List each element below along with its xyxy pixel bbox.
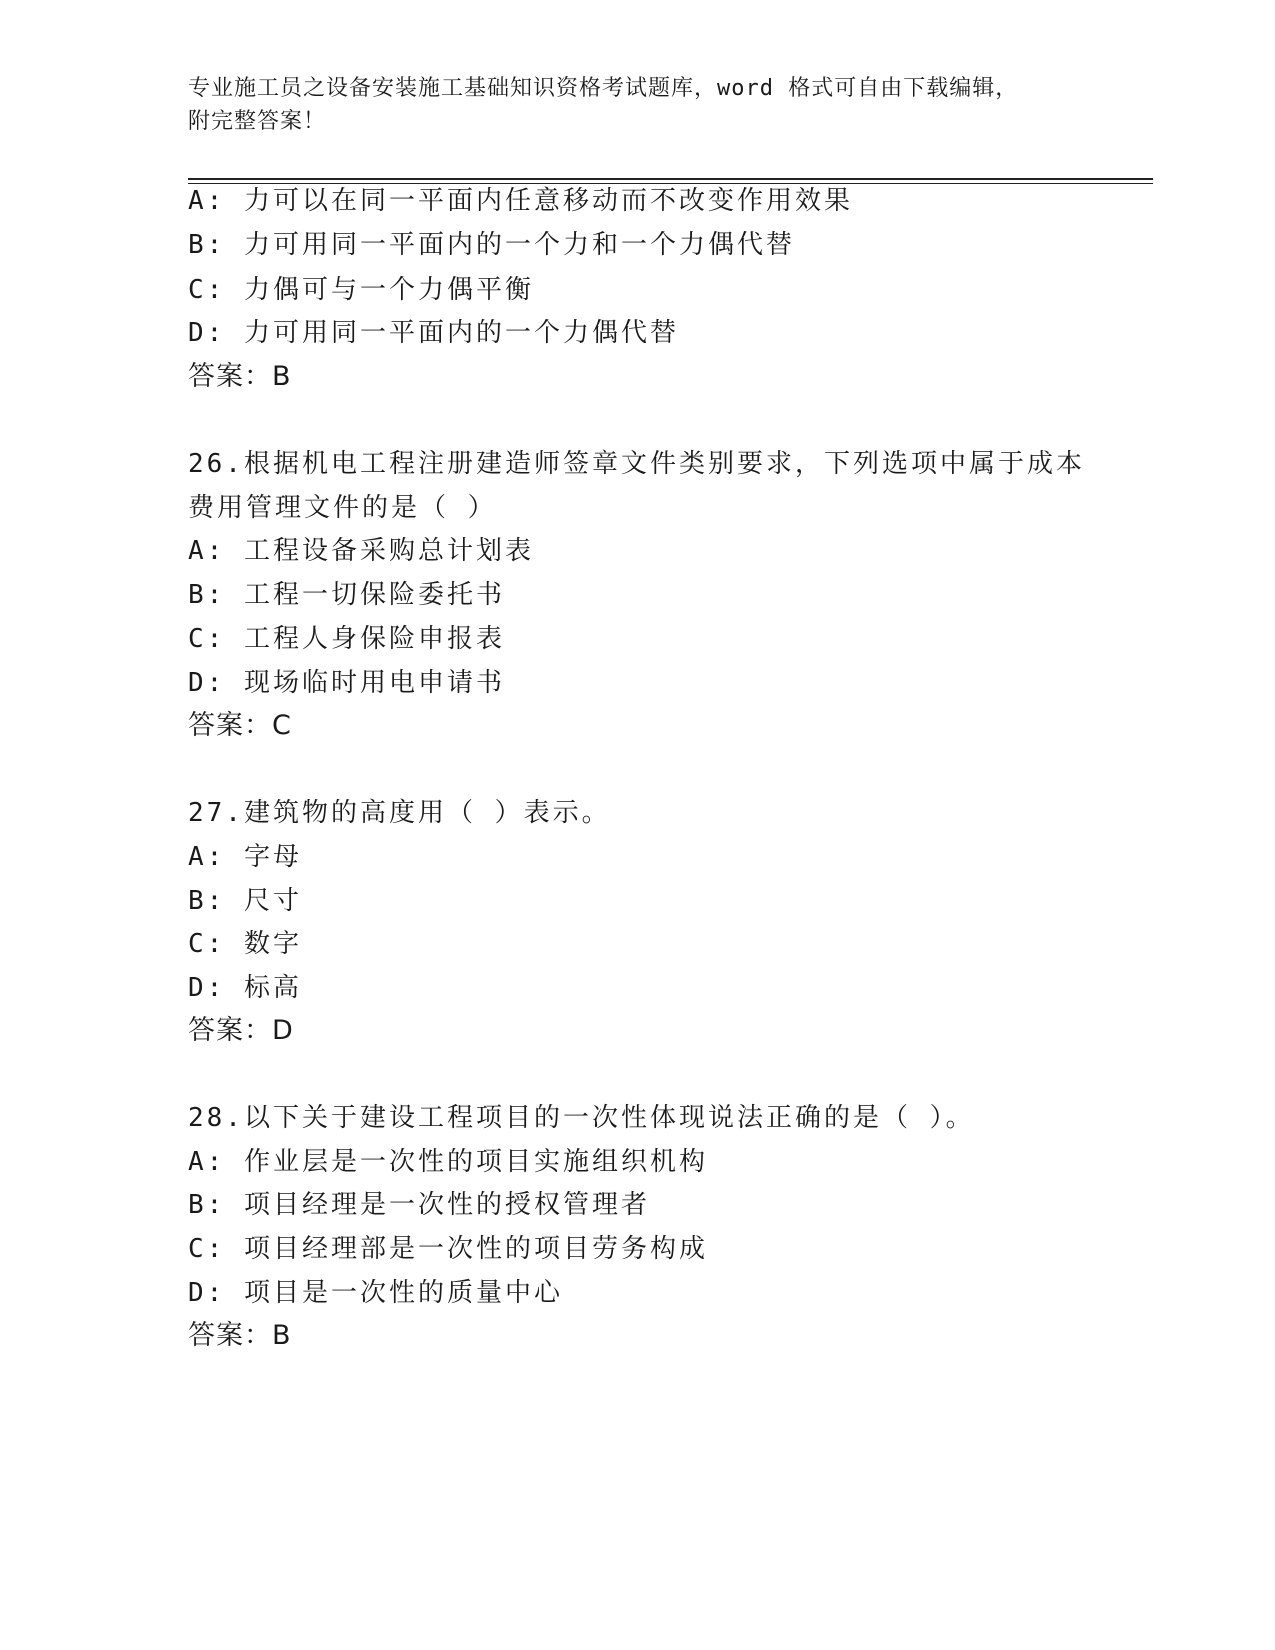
q27-answer: 答案：D (188, 1015, 294, 1046)
q28-option-d: D: 项目是一次性的质量中心 (188, 1278, 563, 1308)
q26-option-d: D: 现场临时用电申请书 (188, 668, 505, 698)
q26-stem-line-1: 26.根据机电工程注册建造师签章文件类别要求，下列选项中属于成本 (188, 449, 1085, 479)
q27-stem-line-1: 27.建筑物的高度用（ ）表示。 (188, 798, 611, 828)
q26-option-c: C: 工程人身保险申报表 (188, 624, 505, 654)
q27-option-d: D: 标高 (188, 973, 302, 1003)
header-divider-thin (188, 183, 1153, 184)
q25-option-a: A: 力可以在同一平面内任意移动而不改变作用效果 (188, 186, 853, 216)
q28-answer: 答案：B (188, 1320, 292, 1351)
q25-answer: 答案：B (188, 361, 292, 392)
header-divider-thick (188, 178, 1153, 180)
q28-stem-line-1: 28.以下关于建设工程项目的一次性体现说法正确的是（ ）。 (188, 1103, 975, 1133)
q26-option-a: A: 工程设备采购总计划表 (188, 536, 534, 566)
q27-option-b: B: 尺寸 (188, 886, 302, 916)
q28-option-c: C: 项目经理部是一次性的项目劳务构成 (188, 1234, 708, 1264)
q27-option-c: C: 数字 (188, 929, 302, 959)
q26-option-b: B: 工程一切保险委托书 (188, 580, 505, 610)
q26-stem-line-2: 费用管理文件的是（ ） (188, 493, 497, 523)
document-header (188, 72, 1088, 138)
header-line-1: 专业施工员之设备安装施工基础知识资格考试题库，word 格式可自由下载编辑， (188, 76, 1019, 101)
q25-option-c: C: 力偶可与一个力偶平衡 (188, 275, 534, 305)
q25-option-d: D: 力可用同一平面内的一个力偶代替 (188, 318, 679, 348)
header-line-2: 附完整答案！ (188, 109, 327, 134)
q25-option-b: B: 力可用同一平面内的一个力和一个力偶代替 (188, 230, 795, 260)
q28-option-b: B: 项目经理是一次性的授权管理者 (188, 1190, 650, 1220)
q26-answer: 答案：C (188, 710, 292, 741)
q27-option-a: A: 字母 (188, 842, 302, 872)
q28-option-a: A: 作业层是一次性的项目实施组织机构 (188, 1147, 708, 1177)
